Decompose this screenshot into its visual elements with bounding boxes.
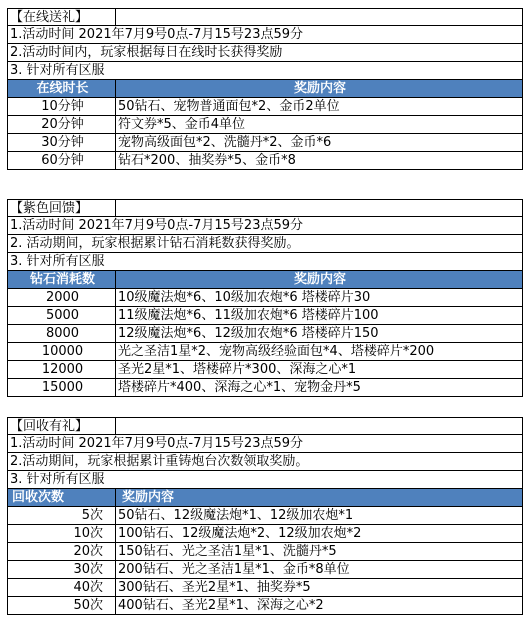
row-key[interactable]: 20分钟 [8, 116, 116, 133]
row-key[interactable]: 30分钟 [8, 134, 116, 151]
row-key[interactable]: 2000 [8, 289, 116, 306]
row-reward[interactable]: 50钻石、宠物普通面包*2、金币2单位 [118, 99, 340, 114]
row-key[interactable]: 10000 [8, 343, 116, 360]
table-row [8, 597, 522, 615]
activity-time-line[interactable]: 1.活动时间 2021年7月9号0点-7月15号23点59分 [10, 27, 304, 42]
row-reward[interactable]: 10级魔法炮*6、10级加农炮*6 塔楼碎片30 [118, 290, 371, 305]
row-reward[interactable]: 400钻石、圣光2星*1、深海之心*2 [118, 598, 324, 613]
row-key[interactable]: 10分钟 [8, 98, 116, 115]
row-key[interactable]: 12000 [8, 361, 116, 378]
section-title[interactable]: 【回收有礼】 [8, 418, 116, 434]
server-scope-line[interactable]: 3. 针对所有区服 [10, 254, 105, 269]
row-reward[interactable]: 150钻石、光之圣洁1星*1、洗髓丹*5 [118, 544, 337, 559]
table-row [8, 152, 522, 170]
row-reward[interactable]: 钻石*200、抽奖券*5、金币*8 [118, 153, 296, 168]
header-diamond-consumption[interactable]: 钻石消耗数 [8, 271, 116, 288]
table-row [8, 379, 522, 397]
table-row [8, 579, 522, 597]
row-key[interactable]: 8000 [8, 325, 116, 342]
row-reward[interactable]: 50钻石、12级魔法炮*1、12级加农炮*1 [118, 508, 354, 523]
row-key[interactable]: 15000 [8, 379, 116, 396]
recycle-gift-section [7, 417, 523, 615]
table-row [8, 307, 522, 325]
activity-time-line[interactable]: 1.活动时间 2021年7月9号0点-7月15号23点59分 [10, 218, 304, 233]
row-key[interactable]: 60分钟 [8, 152, 116, 169]
row-key[interactable]: 5次 [8, 507, 116, 524]
row-reward[interactable]: 圣光2星*1、塔楼碎片*300、深海之心*1 [118, 362, 357, 377]
row-reward[interactable]: 光之圣洁1星*2、宠物高级经验面包*4、塔楼碎片*200 [118, 344, 435, 359]
row-key[interactable]: 5000 [8, 307, 116, 324]
row-reward[interactable]: 符文券*5、金币4单位 [118, 117, 246, 132]
row-key[interactable]: 10次 [8, 525, 116, 542]
table-row [8, 343, 522, 361]
row-reward[interactable]: 11级魔法炮*6、11级加农炮*6 塔楼碎片100 [118, 308, 379, 323]
purple-feedback-section [7, 199, 523, 397]
header-reward[interactable]: 奖励内容 [293, 81, 346, 96]
table-row [8, 507, 522, 525]
row-reward[interactable]: 塔楼碎片*400、深海之心*1、宠物金丹*5 [118, 380, 361, 395]
row-reward[interactable]: 宠物高级面包*2、洗髓丹*2、金币*6 [118, 135, 332, 150]
activity-rule-line[interactable]: 2. 活动期间，玩家根据累计钻石消耗数获得奖励。 [10, 236, 300, 251]
activity-time-line[interactable]: 1.活动时间 2021年7月9号0点-7月15号23点59分 [10, 436, 304, 451]
row-key[interactable]: 50次 [8, 597, 116, 614]
section-title[interactable]: 【在线送礼】 [8, 9, 116, 25]
activity-rule-line[interactable]: 2.活动时间内，玩家根据每日在线时长获得奖励 [10, 45, 283, 60]
table-row [8, 561, 522, 579]
header-reward[interactable]: 奖励内容 [122, 490, 175, 505]
activity-rule-line[interactable]: 2.活动期间，玩家根据累计重铸炮台次数领取奖励。 [10, 454, 309, 469]
header-online-duration[interactable]: 在线时长 [8, 80, 116, 97]
header-reward[interactable]: 奖励内容 [293, 272, 346, 287]
row-reward[interactable]: 300钻石、圣光2星*1、抽奖券*5 [118, 580, 311, 595]
table-row [8, 98, 522, 116]
row-reward[interactable]: 200钻石、光之圣洁1星*1、金币*8单位 [118, 562, 350, 577]
table-row [8, 289, 522, 307]
online-reward-section [7, 8, 523, 170]
row-reward[interactable]: 100钻石、12级魔法炮*2、12级加农炮*2 [118, 526, 362, 541]
row-reward[interactable]: 12级魔法炮*6、12级加农炮*6 塔楼碎片150 [118, 326, 379, 341]
table-row [8, 116, 522, 134]
table-row [8, 361, 522, 379]
table-row [8, 134, 522, 152]
server-scope-line[interactable]: 3. 针对所有区服 [10, 472, 105, 487]
row-key[interactable]: 40次 [8, 579, 116, 596]
table-row [8, 525, 522, 543]
section-title[interactable]: 【紫色回馈】 [8, 200, 116, 216]
header-recycle-count[interactable]: 回收次数 [8, 489, 116, 506]
server-scope-line[interactable]: 3. 针对所有区服 [10, 63, 105, 78]
row-key[interactable]: 30次 [8, 561, 116, 578]
table-row [8, 543, 522, 561]
row-key[interactable]: 20次 [8, 543, 116, 560]
table-row [8, 325, 522, 343]
